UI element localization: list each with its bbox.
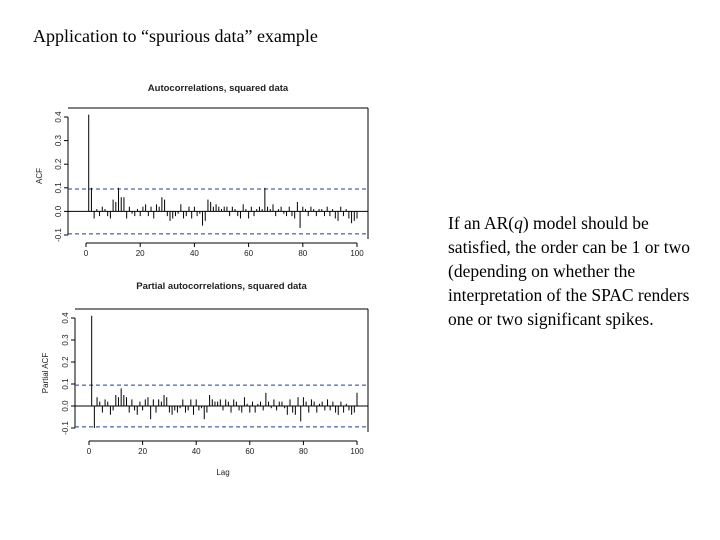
- chart-1-x-tick-label: 60: [244, 249, 254, 258]
- chart-2-x-tick-label: 60: [245, 447, 255, 456]
- chart-1-y-tick-label: -0.1: [54, 228, 63, 242]
- side-text-part1: If an AR(: [448, 213, 515, 233]
- slide-title: Application to “spurious data” example: [33, 26, 318, 46]
- chart-2-x-tick-label: 40: [191, 447, 201, 456]
- chart-2-title: Partial autocorrelations, squared data: [136, 281, 307, 292]
- chart-2-x-tick-label: 20: [138, 447, 148, 456]
- chart-2-y-tick-label: 0.3: [61, 334, 70, 346]
- chart-2-x-label: Lag: [216, 468, 230, 477]
- chart-2-y-tick-label: 0.1: [61, 378, 70, 390]
- chart-1-y-label: ACF: [35, 168, 44, 184]
- chart-1-x-tick-label: 0: [83, 249, 89, 258]
- chart-1-title: Autocorrelations, squared data: [147, 83, 289, 94]
- chart-2-y-tick-label: -0.1: [61, 421, 70, 435]
- chart-1-y-tick-label: 0.0: [54, 205, 63, 217]
- chart-1-x-tick-label: 80: [298, 249, 308, 258]
- chart-2-x-tick-label: 0: [86, 447, 92, 456]
- chart-2-x-tick-label: 100: [350, 447, 364, 456]
- chart-1-x-tick-label: 100: [350, 249, 364, 258]
- chart-2-y-label: Partial ACF: [41, 352, 50, 394]
- side-text-variable: q: [514, 213, 523, 233]
- chart-1-x-tick-label: 20: [135, 249, 145, 258]
- chart-1-x-tick-label: 40: [189, 249, 199, 258]
- chart-1-y-tick-label: 0.1: [54, 182, 63, 194]
- side-text-part2: ) model should be satisfied, the order can be 1 or two (depending on whether the interpretation of the SPAC renders one or two significant spikes.: [448, 213, 691, 329]
- chart-2-y-tick-label: 0.2: [61, 356, 70, 368]
- chart-1-y-tick-label: 0.4: [54, 111, 63, 123]
- chart-1-y-tick-label: 0.2: [54, 158, 63, 170]
- chart-1-y-tick-label: 0.3: [54, 135, 63, 147]
- side-text: [448, 211, 693, 331]
- chart-2-y-tick-label: 0.0: [61, 400, 70, 412]
- chart-2-y-tick-label: 0.4: [61, 312, 70, 324]
- chart-2-x-tick-label: 80: [298, 447, 308, 456]
